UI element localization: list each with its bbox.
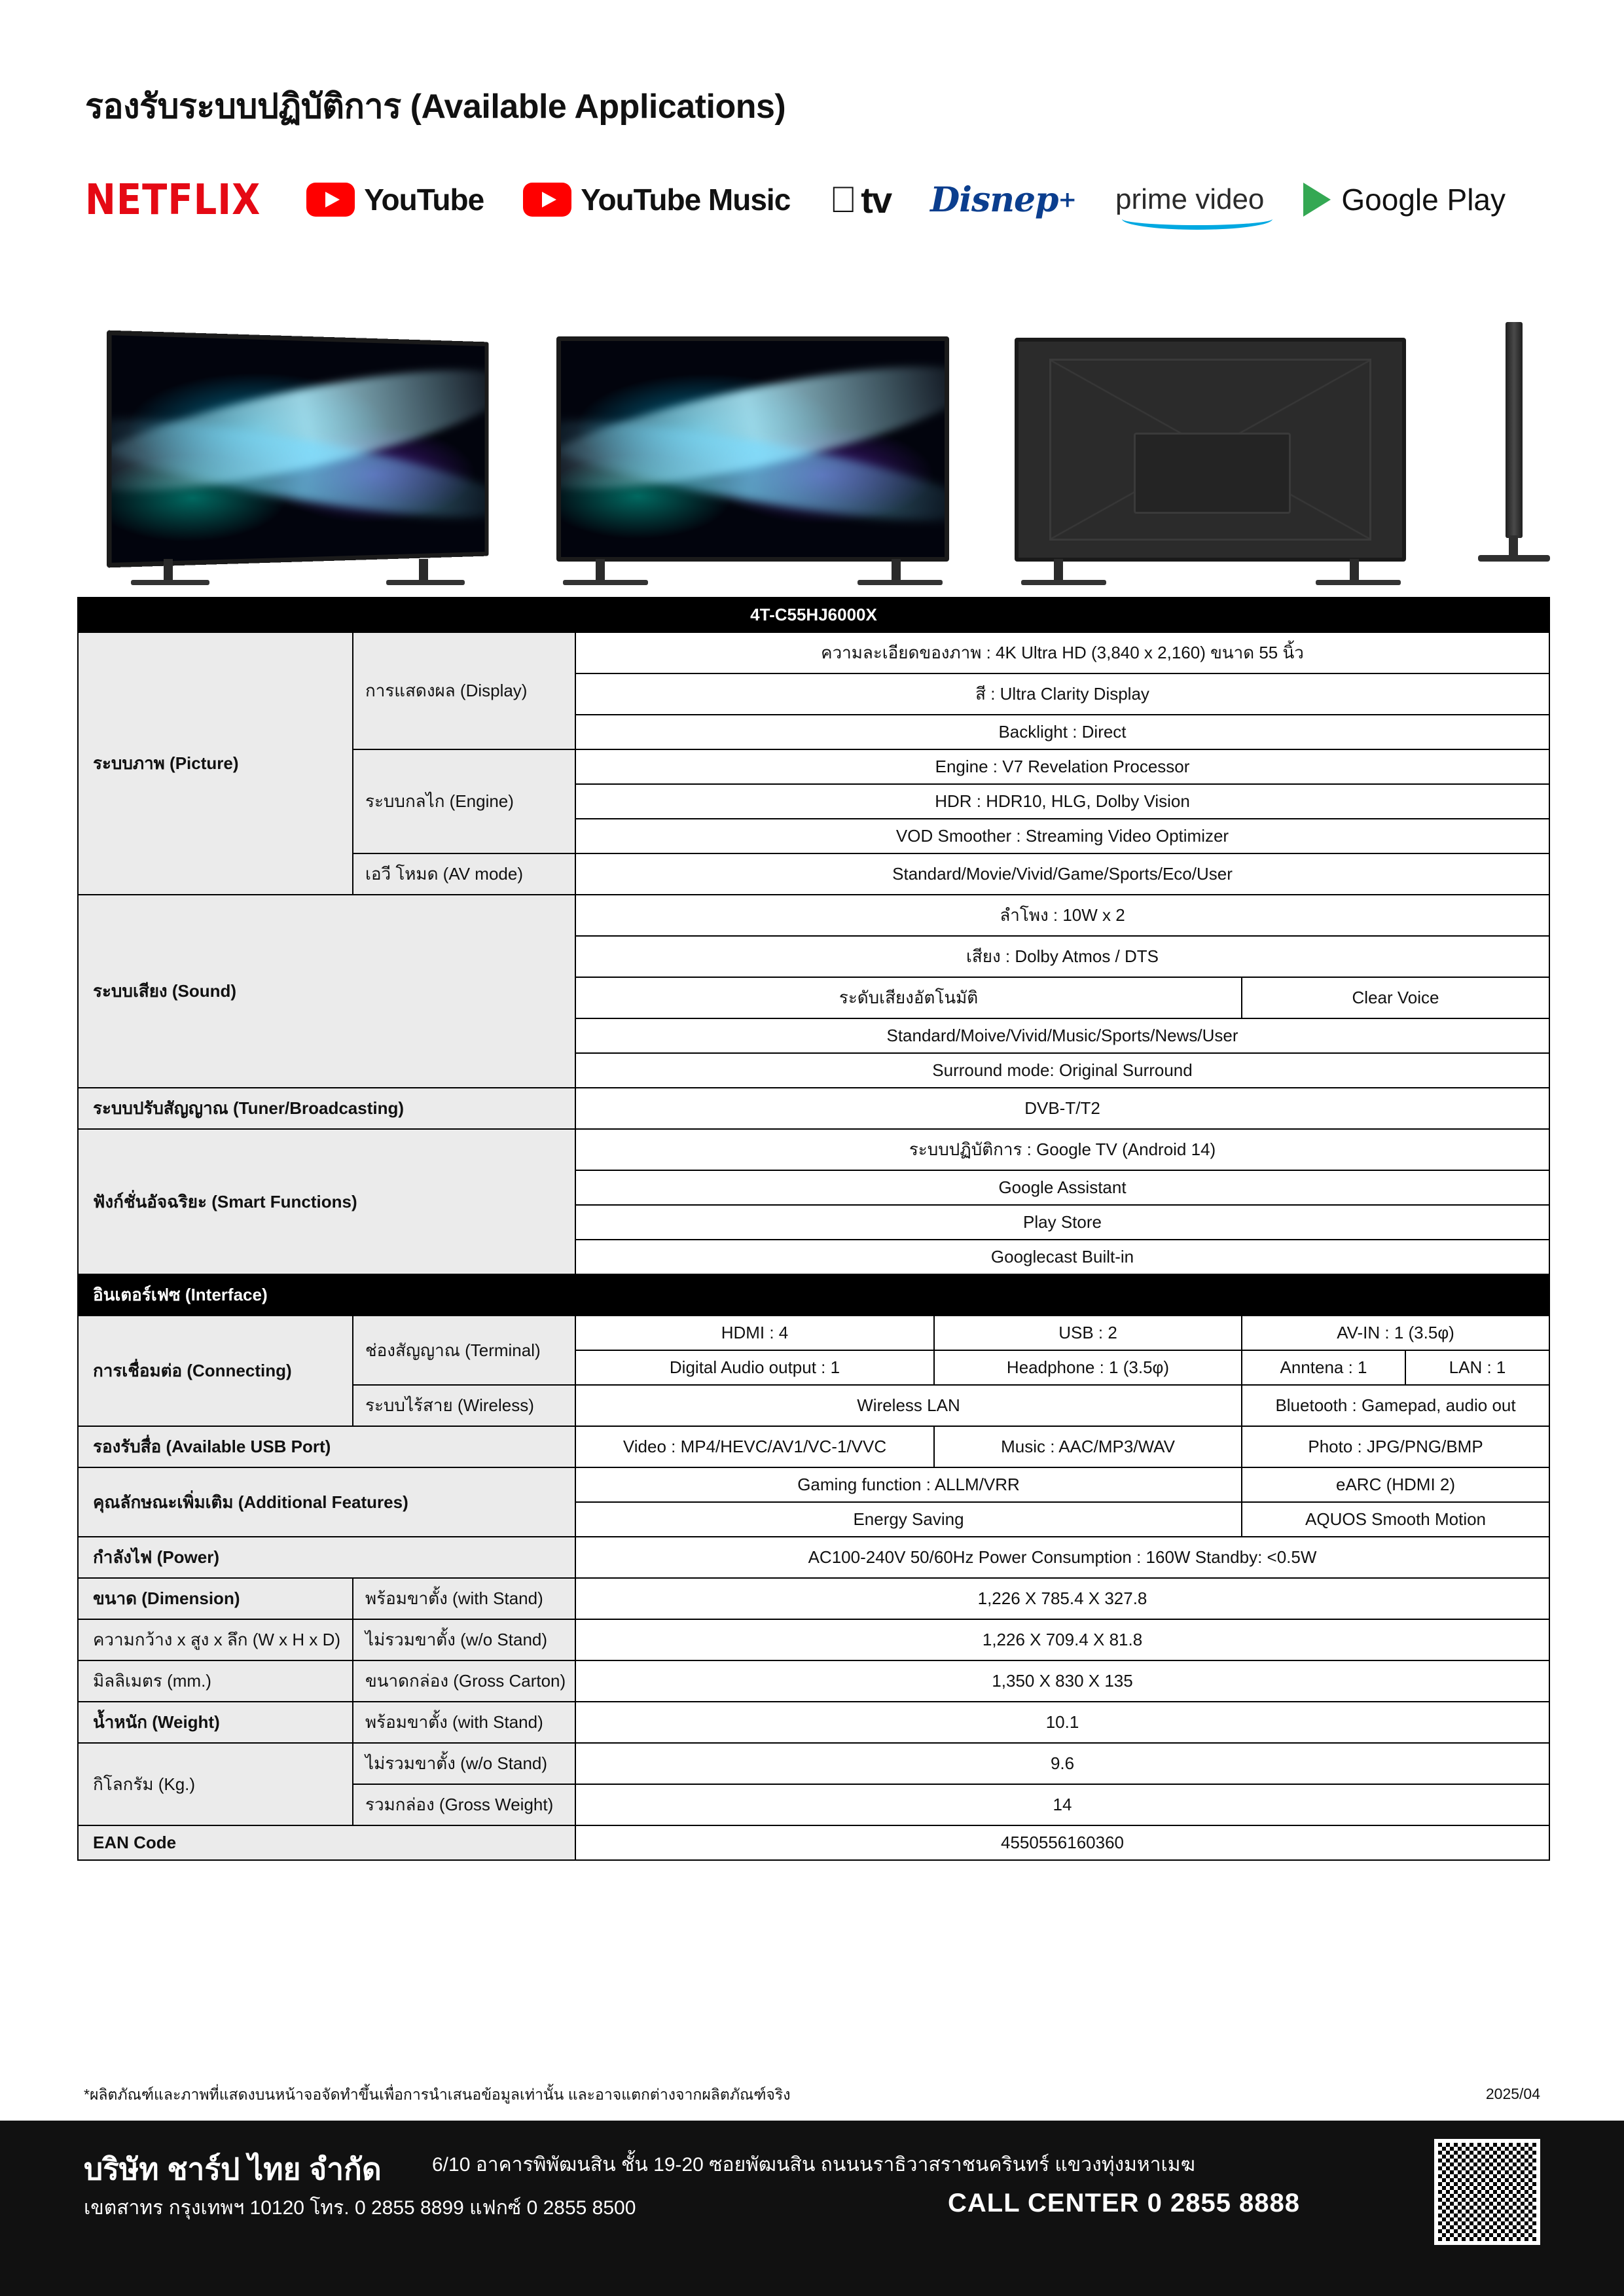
footer-address-line-2: เขตสาทร กรุงเทพฯ 10120 โทร. 0 2855 8899 แฟกซ์ 0 2855 8500 [84, 2197, 636, 2219]
tv-leg-left [164, 559, 173, 581]
table-row [78, 1129, 1549, 1170]
row-label-wireless: ระบบไร้สาย (Wireless) [353, 1385, 575, 1426]
row-label-display: การแสดงผล (Display) [353, 632, 575, 749]
section-bar-interface [78, 1274, 1549, 1316]
value-auto-volume: ระดับเสียงอัตโนมัติ [575, 977, 1242, 1018]
tv-screen-angled [107, 331, 489, 568]
google-play-triangle-icon [1303, 183, 1331, 217]
row-label-weight-unit: กิโลกรัม (Kg.) [78, 1743, 353, 1825]
apple-icon [829, 181, 857, 218]
value-audio-format: เสียง : Dolby Atmos / DTS [575, 936, 1549, 977]
row-label-picture: ระบบภาพ (Picture) [78, 632, 353, 895]
table-row [78, 1537, 1549, 1578]
tv-side-view [1506, 322, 1523, 538]
disney-plus-logo [903, 167, 1076, 232]
value-avmode: Standard/Movie/Vivid/Game/Sports/Eco/User [575, 853, 1549, 895]
row-label-dim-wo-stand: ไม่รวมขาตั้ง (w/o Stand) [353, 1619, 575, 1660]
value-dim-with-stand: 1,226 X 785.4 X 327.8 [575, 1578, 1549, 1619]
prime-smile-icon [1122, 208, 1272, 230]
page-footer [0, 2121, 1624, 2296]
value-gross-weight: 14 [575, 1784, 1549, 1825]
value-resolution: ความละเอียดของภาพ : 4K Ultra HD (3,840 x 2,160) ขนาด 55 นิ้ว [575, 632, 1549, 673]
footnote: *ผลิตภัณฑ์และภาพที่แสดงบนหน้าจอจัดทำขึ้นเพื่อการนำเสนอข้อมูลเท่านั้น และอาจแตกต่างจากผลิตภัณฑ์จริง [84, 2086, 791, 2103]
row-label-additional: คุณลักษณะเพิ่มเติม (Additional Features) [78, 1467, 575, 1537]
disney-label: Disnep [903, 179, 1031, 220]
tv-screen-front [556, 336, 949, 562]
tv-front-foot-right [857, 580, 943, 585]
value-digital-audio-out: Digital Audio output : 1 [575, 1350, 934, 1385]
value-engine: Engine : V7 Revelation Processor [575, 749, 1549, 784]
table-row [78, 1743, 1549, 1784]
tv-side-stand [1478, 555, 1550, 562]
tv-rear-leg-right [1350, 559, 1359, 581]
specification-table [77, 597, 1549, 1861]
product-image-row [98, 275, 1538, 576]
apple-tv-logo [829, 167, 891, 232]
row-label-weight-with-stand: พร้อมขาตั้ง (with Stand) [353, 1702, 575, 1743]
row-label-dimension-unit: มิลลิเมตร (mm.) [78, 1660, 353, 1702]
value-power: AC100-240V 50/60Hz Power Consumption : 160W Standby: <0.5W [575, 1537, 1549, 1578]
row-label-usb-media: รองรับสื่อ (Available USB Port) [78, 1426, 575, 1467]
value-os: ระบบปฏิบัติการ : Google TV (Android 14) [575, 1129, 1549, 1170]
table-row [78, 1660, 1549, 1702]
value-av-in: AV-IN : 1 (3.5φ) [1242, 1316, 1549, 1350]
tv-leg-right [419, 559, 428, 581]
tv-front-view [556, 336, 949, 562]
tv-rear-panel [1015, 338, 1406, 562]
value-color: สี : Ultra Clarity Display [575, 673, 1549, 715]
model-bar [78, 598, 1549, 632]
tv-front-leg-right [892, 559, 901, 581]
value-headphone: Headphone : 1 (3.5φ) [934, 1350, 1242, 1385]
row-label-dimension-axes: ความกว้าง x สูง x ลึก (W x H x D) [78, 1619, 353, 1660]
tv-side-neck [1509, 535, 1518, 556]
qr-code-pattern [1438, 2143, 1536, 2241]
value-surround-mode: Surround mode: Original Surround [575, 1053, 1549, 1088]
row-label-dimension: ขนาด (Dimension) [78, 1578, 353, 1619]
qr-code[interactable] [1434, 2139, 1540, 2245]
prime-video-label: prime video [1087, 183, 1237, 215]
youtube-label: YouTube [364, 183, 484, 217]
row-label-sound: ระบบเสียง (Sound) [78, 895, 575, 1088]
row-label-weight: น้ำหนัก (Weight) [78, 1702, 353, 1743]
value-googlecast: Googlecast Built-in [575, 1240, 1549, 1274]
value-dim-wo-stand: 1,226 X 709.4 X 81.8 [575, 1619, 1549, 1660]
tv-foot-right [386, 580, 465, 585]
value-hdr: HDR : HDR10, HLG, Dolby Vision [575, 784, 1549, 819]
value-speaker: ลำโพง : 10W x 2 [575, 895, 1549, 936]
value-vod-smoother: VOD Smoother : Streaming Video Optimizer [575, 819, 1549, 853]
value-gaming-function: Gaming function : ALLM/VRR [575, 1467, 1242, 1502]
section-label-interface: อินเตอร์เฟซ (Interface) [78, 1274, 1549, 1316]
row-label-connecting: การเชื่อมต่อ (Connecting) [78, 1316, 353, 1426]
value-energy-saving: Energy Saving [575, 1502, 1242, 1537]
tv-rear-housing [1134, 433, 1291, 514]
table-row [78, 632, 1549, 673]
youtube-play-icon [306, 183, 355, 217]
apple-tv-label: tv [833, 179, 864, 221]
tv-rear-foot-right [1316, 580, 1401, 585]
table-row [78, 1467, 1549, 1502]
value-usb-video: Video : MP4/HEVC/AV1/VC-1/VVC [575, 1426, 934, 1467]
row-label-avmode: เอวี โหมด (AV mode) [353, 853, 575, 895]
value-sound-modes: Standard/Moive/Vivid/Music/Sports/News/User [575, 1018, 1549, 1053]
value-wireless-lan: Wireless LAN [575, 1385, 1242, 1426]
model-name: 4T-C55HJ6000X [78, 598, 1549, 632]
row-label-ean: EAN Code [78, 1825, 575, 1860]
table-row [78, 1702, 1549, 1743]
footer-address-line-1: 6/10 อาคารพิพัฒนสิน ชั้น 19-20 ซอยพัฒนสิน ถนนนราธิวาสราชนครินทร์ แขวงทุ่งมหาเมฆ [432, 2154, 1195, 2176]
app-logo-strip [85, 164, 1545, 236]
table-row [78, 1825, 1549, 1860]
value-weight-wo-stand: 9.6 [575, 1743, 1549, 1784]
value-google-assistant: Google Assistant [575, 1170, 1549, 1205]
table-row [78, 1619, 1549, 1660]
value-ean: 4550556160360 [575, 1825, 1549, 1860]
value-gross-carton: 1,350 X 830 X 135 [575, 1660, 1549, 1702]
value-hdmi: HDMI : 4 [575, 1316, 934, 1350]
tv-rear-leg-left [1054, 559, 1063, 581]
value-tuner: DVB-T/T2 [575, 1088, 1549, 1129]
row-label-power: กำลังไฟ (Power) [78, 1537, 575, 1578]
table-row [78, 1088, 1549, 1129]
date-code: 2025/04 [1485, 2085, 1540, 2102]
table-row [78, 895, 1549, 936]
value-antenna: Anntena : 1 [1242, 1350, 1405, 1385]
value-bluetooth: Bluetooth : Gamepad, audio out [1242, 1385, 1549, 1426]
table-row [78, 1578, 1549, 1619]
footer-call-center: CALL CENTER 0 2855 8888 [948, 2189, 1301, 2217]
row-label-dim-with-stand: พร้อมขาตั้ง (with Stand) [353, 1578, 575, 1619]
youtube-logo [306, 167, 484, 232]
value-smooth-motion: AQUOS Smooth Motion [1242, 1502, 1549, 1537]
footer-company-name: บริษัท ชาร์ป ไทย จำกัด [84, 2152, 382, 2186]
value-usb: USB : 2 [934, 1316, 1242, 1350]
value-lan: LAN : 1 [1405, 1350, 1549, 1385]
row-label-gross-weight: รวมกล่อง (Gross Weight) [353, 1784, 575, 1825]
table-row [78, 1316, 1549, 1350]
value-play-store: Play Store [575, 1205, 1549, 1240]
page-title: รองรับระบบปฏิบัติการ (Available Applications) [85, 88, 786, 126]
tv-angled-view [111, 336, 504, 562]
netflix-logo: NETFLIX [85, 175, 261, 224]
row-label-weight-wo-stand: ไม่รวมขาตั้ง (w/o Stand) [353, 1743, 575, 1784]
google-play-logo [1303, 167, 1506, 232]
tv-foot-left [131, 580, 209, 585]
disney-plus-sign: + [1030, 187, 1049, 213]
value-usb-music: Music : AAC/MP3/WAV [934, 1426, 1242, 1467]
value-earc: eARC (HDMI 2) [1242, 1467, 1549, 1502]
row-label-tuner: ระบบปรับสัญญาณ (Tuner/Broadcasting) [78, 1088, 575, 1129]
youtube-music-logo [523, 167, 790, 232]
prime-video-logo [1087, 167, 1264, 232]
google-play-label: Google Play [1314, 183, 1479, 217]
row-label-terminal: ช่องสัญญาณ (Terminal) [353, 1316, 575, 1385]
screen-artwork-front [561, 341, 945, 557]
tv-rear-view [1015, 338, 1407, 562]
row-label-smart: ฟังก์ชั่นอัจฉริยะ (Smart Functions) [78, 1129, 575, 1274]
row-label-engine: ระบบกลไก (Engine) [353, 749, 575, 853]
tv-front-foot-left [563, 580, 648, 585]
row-label-gross-carton: ขนาดกล่อง (Gross Carton) [353, 1660, 575, 1702]
tv-rear-foot-left [1021, 580, 1106, 585]
youtube-music-label: YouTube Music [581, 183, 791, 217]
value-clear-voice: Clear Voice [1242, 977, 1549, 1018]
value-usb-photo: Photo : JPG/PNG/BMP [1242, 1426, 1549, 1467]
value-weight-with-stand: 10.1 [575, 1702, 1549, 1743]
screen-artwork [112, 335, 485, 563]
tv-front-leg-left [596, 559, 605, 581]
youtube-music-play-icon [523, 183, 571, 217]
value-backlight: Backlight : Direct [575, 715, 1549, 749]
table-row [78, 1426, 1549, 1467]
